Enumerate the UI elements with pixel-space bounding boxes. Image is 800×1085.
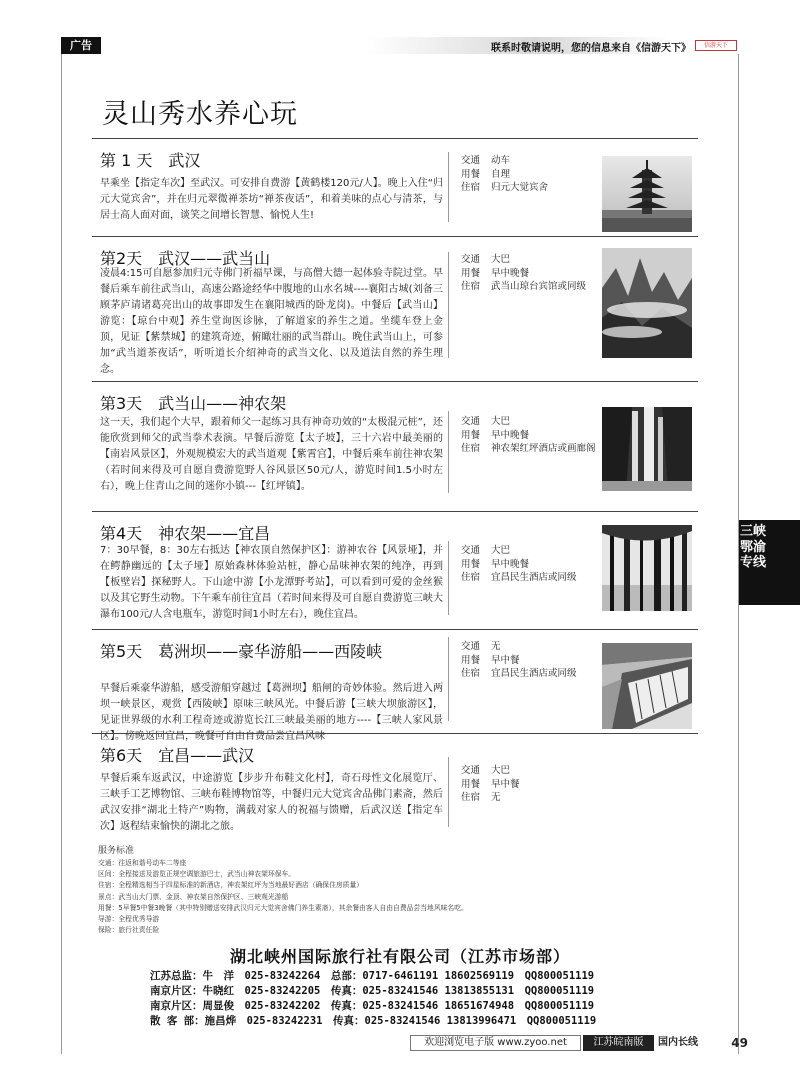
info-row [461,280,586,294]
contact-row: 南京片区：周显俊 025-83242202 传真：025-83241546 18651674948 QQ800051119 [150,1000,595,1012]
info-row [461,764,520,778]
info-row [461,544,577,558]
info-key: 用餐 [461,778,481,790]
info-key: 住宿 [461,572,481,583]
day-description: 早乘坐【指定车次】至武汉。可安排自费游【黄鹤楼120元/人】。晚上入住“归元大觉宾舍”，并在归元翠微禅茶坊“禅茶夜话”，和着美味的点心与清茶，与居士高人面对面，谈笑之间增长智慧、愉悦人生! [100,178,443,221]
info-key: 交通 [461,254,481,265]
info-row [461,778,520,792]
info-value: 大巴 [491,254,511,265]
day-info [461,544,577,585]
edition-badge: 江苏皖南版 [583,1035,654,1051]
wudang-mountain-photo [602,248,692,358]
company-name: 湖北峡州国际旅行社有限公司（江苏市场部） [229,947,570,966]
service-standards [98,843,698,936]
info-key: 用餐 [461,168,481,180]
column-divider [448,541,449,615]
day-info [461,415,596,456]
day-title: 第4天 神农架——宜昌 [100,524,271,543]
service-item: 导游：全程优秀导游 [98,915,160,924]
side-tab-label: 三峡鄂渝专线 [739,524,766,570]
info-value: 无 [491,792,501,803]
three-gorges-dam-photo [602,643,692,729]
info-key: 交通 [461,416,481,427]
day-block [92,629,698,742]
info-row [461,181,548,195]
info-row [461,558,577,572]
info-key: 用餐 [461,654,481,666]
day-title: 第6天 宜昌——武汉 [100,746,255,765]
service-item: 保险：旅行社责任险 [98,926,160,935]
info-row [461,442,596,456]
ad-header-bar [61,37,739,54]
day-info [461,640,577,681]
service-item: 用餐：5早餐5中餐3晚餐（其中特别赠送安排武汉归元大觉宾舍佛门养生素斋），其余餐由客人自由自费品尝当地风味名吃。 [98,903,468,912]
info-row [461,791,520,805]
day-title: 第5天 葛洲坝——豪华游船——西陵峡 [100,642,383,661]
service-item: 区间：全程接送及游览正规空调旅游巴士，武当山神农架环保车。 [98,870,296,879]
info-value: 大巴 [491,416,511,427]
info-row [461,267,586,281]
day-block [92,511,698,629]
info-key: 用餐 [461,429,481,441]
info-value: 早中晚餐 [491,429,530,441]
info-key: 住宿 [461,792,481,803]
day-block [92,733,698,838]
day-title: 第3天 武当山——神农架 [100,394,287,413]
day-info [461,154,548,195]
info-key: 用餐 [461,267,481,279]
column-divider [448,637,449,721]
page-title: 灵山秀水养心玩 [102,99,298,130]
column-divider [448,152,449,222]
info-value: 归元大觉宾舍 [491,182,549,193]
day-description: 凌晨4:15可自愿参加归元寺佛门祈福早课，与高僧大德一起体验寺院过堂。早餐后乘车前往武当山，高速公路途经华中腹地的山水名城----襄阳古城(刘备三顾茅庐请诸葛亮出山的故事即发生在襄阳城西的卧龙岗)。中餐后【武当山】游览：【琼台中观】养生堂询医诊脉，了解道家的养生之道。坐缆车登上金顶，见证【紫禁城】的建筑奇迹，俯瞰壮丽的武当群山。晚住武当山上，可参加“武当道茶夜话”，听听道长介绍神奇的武当文化、以及道法自然的养生理念。 [100,268,443,375]
info-row [461,253,586,267]
column-divider [448,411,449,493]
contact-row: 南京片区：牛晓红 025-83242205 传真：025-83241546 13813855131 QQ800051119 [150,985,595,997]
info-row [461,154,548,168]
info-value: 宜昌民生酒店或同级 [491,668,577,679]
contact-row: 江苏总监：牛 洋 025-83242264 总部：0717-6461191 18602569119 QQ800051119 [150,970,595,982]
info-value: 无 [491,641,501,652]
info-key: 交通 [461,765,481,776]
contact-row: 散 客 部：施昌烨 025-83242231 传真：025-83241546 13813996471 QQ800051119 [150,1015,597,1027]
service-title: 服务标准 [98,846,135,856]
service-item: 景点：武当山大门票、金顶、神农架自然保护区、三峡观光游船 [98,892,289,901]
ad-tag: 广告 [61,37,101,54]
column-divider [448,757,449,827]
info-row [461,667,577,681]
waterfall-photo [602,407,692,491]
website-link[interactable]: 欢迎浏览电子版 www.zyoo.net [410,1035,581,1051]
day-title: 第2天 武汉——武当山 [100,249,271,268]
side-tab [739,520,800,605]
service-item: 交通：往返和谐号动车二等座 [98,859,187,867]
contact-list [150,969,596,1029]
day-info [461,253,586,294]
info-value: 早中晚餐 [491,558,530,570]
info-row [461,654,577,668]
info-value: 动车 [491,155,511,166]
page-footer [410,1035,748,1051]
info-value: 大巴 [491,765,511,776]
info-key: 住宿 [461,443,481,454]
column-divider [448,252,449,358]
info-value: 宜昌民生酒店或同级 [491,572,577,583]
info-row [461,168,548,182]
info-key: 住宿 [461,281,481,292]
info-key: 用餐 [461,558,481,570]
day-description: 这一天，我们起个大早，跟着师父一起练习具有神奇功效的“太极混元桩”，还能欣赏到师父的武当拳术表演。早餐后游览【太子坡】，三十六岩中最美丽的【南岩风景区】，外观规模宏大的武当道观【紫霄宫】，中餐后乘车前往神农架（若时间来得及可自愿自费游览野人谷风景区50元/人，游览时间1.5小时左右），晚上住青山之间的迷你小镇---【红坪镇】。 [100,417,443,492]
info-key: 住宿 [461,668,481,679]
info-value: 大巴 [491,545,511,556]
primeval-forest-photo [602,525,692,611]
info-value: 自理 [491,168,511,180]
info-value: 早中餐 [491,778,520,790]
publication-logo: 信游天下 [695,40,737,51]
day-block [92,236,698,381]
info-value: 早中餐 [491,654,520,666]
day-description: 早餐后乘豪华游船，感受游船穿越过【葛洲坝】船闸的奇妙体验。然后进入两坝一峡景区，观赏【西陵峡】原味三峡风光。中餐后游【三峡大坝旅游区】，见证世界级的水利工程奇迹或游览长江三峡最美丽的地方----【三峡人家风景区】。傍晚返回宜昌，晚餐可自由自费品尝宜昌风味 [100,683,443,742]
info-key: 交通 [461,155,481,166]
page-number: 49 [731,1036,748,1050]
info-row [461,415,596,429]
info-value: 武当山琼台宾馆或同级 [491,281,587,292]
info-key: 交通 [461,641,481,652]
service-list [98,858,698,936]
info-row [461,640,577,654]
day-info [461,764,520,805]
info-key: 交通 [461,545,481,556]
info-value: 早中晚餐 [491,267,530,279]
day-description: 早餐后乘车返武汉，中途游览【步步升布鞋文化村】，奇石母性文化展览厅、三峡手工艺博物馆、三峡布鞋博物馆等，中餐归元大觉宾舍品佛门素斋，然后武汉安排“湖北土特产”购物，满载对家人的祝福与馈赠，后武汉送【指定车次】返程结束愉快的湖北之旅。 [100,773,443,832]
yellow-crane-tower-photo [602,156,692,232]
section-label: 国内长线 [658,1037,698,1048]
day-title: 第 1 天 武汉 [100,151,201,170]
info-row [461,571,577,585]
info-value: 神农架红坪酒店或画廊阁 [491,443,596,454]
source-notice: 联系时敬请说明，您的信息来自《信游天下》 [491,43,691,54]
info-row [461,429,596,443]
day-block [92,381,698,511]
day-description: 7：30早餐，8：30左右抵达【神农顶自然保护区】：游神农谷【风景垭】，并在鳄静幽远的【太子垭】原始森林体验站桩，静心品味神农架的纯净，再到【板壁岩】探秘野人。下山途中游【小龙潭野考站】，可以看到可爱的金丝猴以及其它野生动物。下午乘车前往宜昌（若时间来得及可自愿自费游览三峡大瀑布100元/人含电瓶车，游览时间1小时左右），晚住宜昌。 [100,545,443,620]
day-block [92,138,698,236]
info-key: 住宿 [461,182,481,193]
service-item: 住宿：全程精选相当于四星标准的新酒店，神农架红坪为当地最好酒店（确保住房质量） [98,881,364,890]
